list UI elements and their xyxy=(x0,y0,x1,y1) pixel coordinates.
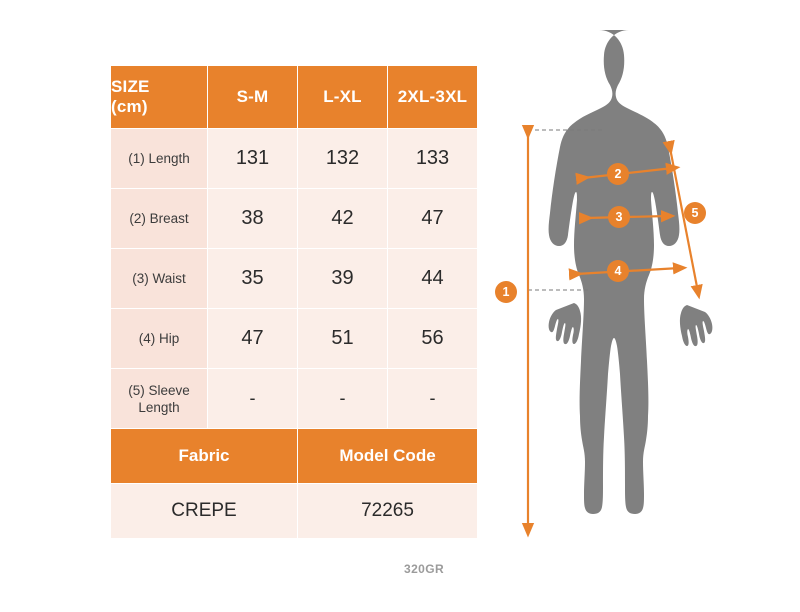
cell-breast-l-xl: 42 xyxy=(298,189,388,249)
row-label-waist: (3) Waist xyxy=(111,249,208,309)
row-label-breast: (2) Breast xyxy=(111,189,208,249)
cell-waist-2xl-3xl: 44 xyxy=(388,249,478,309)
footer-value-fabric: CREPE xyxy=(111,484,298,539)
row-label-length: (1) Length xyxy=(111,129,208,189)
cell-length-2xl-3xl: 133 xyxy=(388,129,478,189)
table-row xyxy=(111,369,478,429)
cell-sleeve-s-m: - xyxy=(208,369,298,429)
badge-sleeve-length: 5 xyxy=(684,202,706,224)
footer-value-model-code: 72265 xyxy=(298,484,478,539)
cell-breast-s-m: 38 xyxy=(208,189,298,249)
cell-length-l-xl: 132 xyxy=(298,129,388,189)
row-label-sleeve-length: (5) Sleeve Length xyxy=(111,369,208,429)
table-row xyxy=(111,189,478,249)
header-column-s-m: S-M xyxy=(208,66,298,129)
watermark-text: 320GR xyxy=(404,562,445,576)
cell-waist-l-xl: 39 xyxy=(298,249,388,309)
badge-hip: 4 xyxy=(607,260,629,282)
figure-diagram xyxy=(498,20,788,590)
cell-length-s-m: 131 xyxy=(208,129,298,189)
table-row xyxy=(111,309,478,369)
table-footer-header-row xyxy=(111,429,478,484)
badge-waist: 3 xyxy=(608,206,630,228)
header-size-cell xyxy=(111,66,208,129)
footer-label-fabric: Fabric xyxy=(111,429,298,484)
cell-hip-s-m: 47 xyxy=(208,309,298,369)
cell-sleeve-l-xl: - xyxy=(298,369,388,429)
header-column-2xl-3xl: 2XL-3XL xyxy=(388,66,478,129)
header-size-line2: (cm) xyxy=(111,97,148,116)
badge-breast: 2 xyxy=(607,163,629,185)
cell-breast-2xl-3xl: 47 xyxy=(388,189,478,249)
header-column-l-xl: L-XL xyxy=(298,66,388,129)
cell-sleeve-2xl-3xl: - xyxy=(388,369,478,429)
footer-label-model-code: Model Code xyxy=(298,429,478,484)
cell-hip-l-xl: 51 xyxy=(298,309,388,369)
table-row xyxy=(111,129,478,189)
size-chart-table xyxy=(110,65,478,539)
header-size-line1: SIZE xyxy=(111,77,150,96)
badge-total-length: 1 xyxy=(495,281,517,303)
mannequin-svg xyxy=(498,20,788,590)
table-header-row xyxy=(111,66,478,129)
cell-hip-2xl-3xl: 56 xyxy=(388,309,478,369)
cell-waist-s-m: 35 xyxy=(208,249,298,309)
table-footer-value-row xyxy=(111,484,478,539)
table-row xyxy=(111,249,478,309)
row-label-hip: (4) Hip xyxy=(111,309,208,369)
body-silhouette-icon xyxy=(549,30,713,514)
